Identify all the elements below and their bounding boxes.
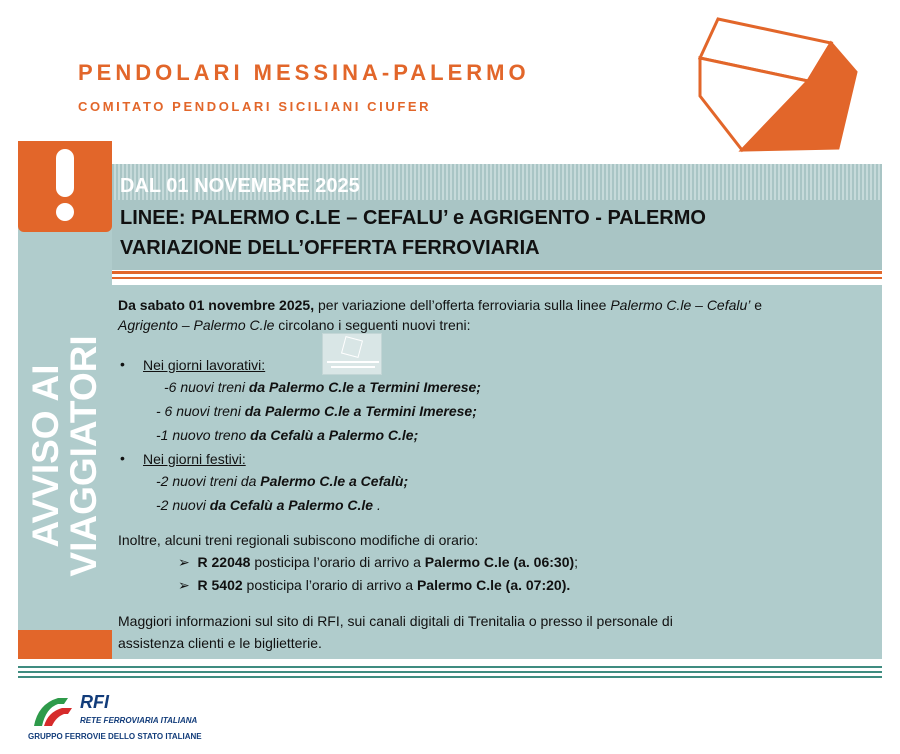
list-item <box>156 401 477 421</box>
notice-subject: VARIAZIONE DELL’OFFERTA FERROVIARIA <box>120 237 540 259</box>
item-prefix: -2 nuovi treni da <box>156 473 261 489</box>
logo-group: GRUPPO FERROVIE DELLO STATO ITALIANE <box>28 732 202 741</box>
notice-header <box>112 164 882 270</box>
schedule-item <box>178 575 570 595</box>
weekdays-heading: Nei giorni lavorativi: <box>143 357 266 373</box>
holidays-heading: Nei giorni festivi: <box>143 451 246 467</box>
bullet-icon: • <box>120 356 125 372</box>
item-suffix: . <box>373 497 381 513</box>
schedule-text: posticipa l’orario di arrivo a <box>250 554 425 570</box>
item-route: da Palermo C.le a Termini Imerese; <box>244 403 477 419</box>
cube-logo-icon <box>688 16 860 156</box>
intro-line-b: Agrigento – Palermo C.le <box>118 317 275 333</box>
intro-text: e <box>750 297 763 313</box>
warning-icon <box>18 141 112 232</box>
divider <box>112 277 882 279</box>
bullet-icon: • <box>120 450 125 466</box>
item-route: da Cefalù a Palermo C.le <box>209 497 374 513</box>
item-prefix: -1 nuovo treno <box>156 427 251 443</box>
arrow-icon: ➢ <box>178 554 190 570</box>
item-route: da Palermo C.le a Termini Imerese; <box>248 379 481 395</box>
divider <box>18 676 882 678</box>
schedule-text: posticipa l’orario di arrivo a <box>242 577 417 593</box>
info-line: assistenza clienti e le biglietterie. <box>118 635 322 651</box>
schedule-intro: Inoltre, alcuni treni regionali subiscono modifiche di orario: <box>118 532 479 548</box>
intro-text: circolano i seguenti nuovi treni: <box>274 317 471 333</box>
item-route: da Cefalù a Palermo C.le; <box>250 427 419 443</box>
intro-date: Da sabato 01 novembre 2025, <box>118 297 315 313</box>
intro-paragraph <box>118 295 762 335</box>
divider <box>112 271 882 274</box>
list-item <box>156 495 381 515</box>
divider <box>18 666 882 668</box>
intro-line-a: Palermo C.le – Cefalu’ <box>610 297 751 313</box>
item-prefix: -6 nuovi treni <box>164 379 249 395</box>
intro-text: per variazione dell’offerta ferroviaria sulla linee <box>314 297 611 313</box>
arrival-time: Palermo C.le (a. 07:20). <box>416 577 571 593</box>
schedule-item <box>178 552 578 572</box>
train-number: R 22048 <box>197 554 251 570</box>
item-route: Palermo C.le a Cefalù; <box>260 473 409 489</box>
logo-fullname: RETE FERROVIARIA ITALIANA <box>80 716 198 725</box>
notice-lines-title: LINEE: PALERMO C.LE – CEFALU’ e AGRIGENTO - PALERMO <box>120 207 706 229</box>
divider <box>18 671 882 673</box>
side-accent-strip <box>18 630 112 659</box>
side-label-line2: VIAGGIATORI <box>63 335 104 577</box>
watermark-logo <box>322 333 382 375</box>
arrival-time: Palermo C.le (a. 06:30) <box>424 554 575 570</box>
list-item <box>156 471 408 491</box>
arrow-icon: ➢ <box>178 577 190 593</box>
notice-date: DAL 01 NOVEMBRE 2025 <box>120 175 360 197</box>
side-label-line1: AVVISO AI <box>25 364 66 548</box>
info-line: Maggiori informazioni sul sito di RFI, sui canali digitali di Trenitalia o presso il personale di <box>118 613 673 629</box>
item-prefix: -2 nuovi <box>156 497 210 513</box>
page-subtitle: COMITATO PENDOLARI SICILIANI CIUFER <box>78 99 432 114</box>
logo-name: RFI <box>80 692 109 712</box>
item-prefix: - 6 nuovi treni <box>156 403 245 419</box>
schedule-suffix: ; <box>574 554 579 570</box>
train-number: R 5402 <box>197 577 243 593</box>
side-label <box>18 286 112 626</box>
page-title: PENDOLARI MESSINA-PALERMO <box>78 60 530 85</box>
list-item <box>156 425 418 445</box>
list-item <box>164 377 481 397</box>
rfi-logo-icon <box>28 690 78 730</box>
